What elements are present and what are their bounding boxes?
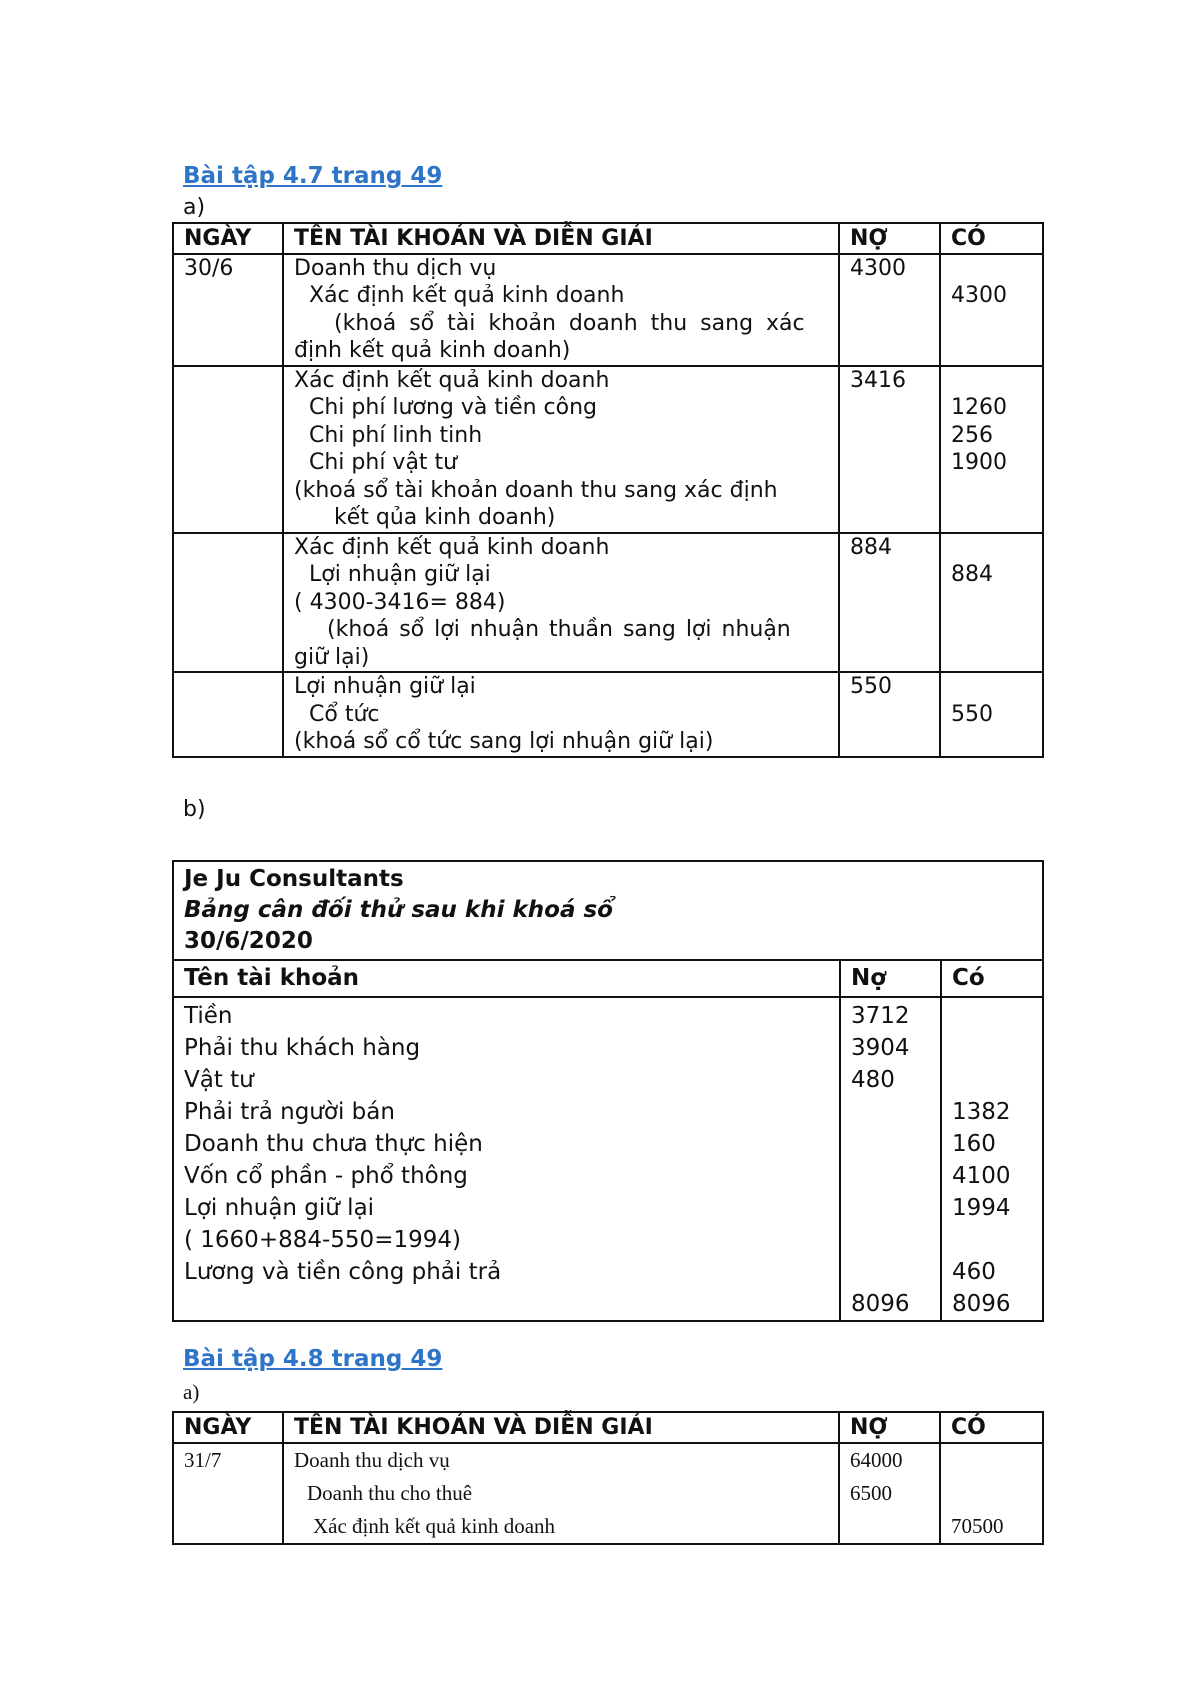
account-line: Xác định kết quả kinh doanh: [309, 283, 625, 308]
explanation-line: giữ lại): [294, 644, 370, 670]
credit-value: 460: [952, 1259, 996, 1285]
account-name: Vốn cổ phần - phổ thông: [184, 1163, 468, 1189]
explanation-line: (khoá sổ lợi nhuận thuần sang lợi nhuận: [327, 617, 791, 642]
credit-value: 70500: [951, 1513, 1004, 1538]
header-date: NGÀY: [173, 223, 283, 254]
entry-description: [283, 254, 839, 366]
debit-value: 3904: [851, 1035, 910, 1061]
entry-credit: [940, 254, 1043, 366]
credit-value: 4100: [952, 1163, 1011, 1189]
entry-date: [173, 366, 283, 533]
entry-date: [173, 672, 283, 757]
part-b-label: b): [183, 797, 206, 822]
credit-value: 1994: [952, 1195, 1011, 1221]
balance-body-row: [173, 997, 1043, 1321]
calculation-line: ( 4300-3416= 884): [294, 589, 506, 615]
journal-header-row: [173, 223, 1043, 254]
account-line: Lợi nhuận giữ lại: [294, 674, 476, 699]
journal-table-4-7: [172, 222, 1044, 758]
debit-column: [840, 997, 941, 1321]
entry-debit: [839, 672, 940, 757]
account-name: Tiền: [184, 1003, 233, 1029]
account-name: Phải thu khách hàng: [184, 1035, 421, 1061]
credit-total: 8096: [952, 1291, 1011, 1317]
debit-value: 6500: [850, 1480, 892, 1505]
trial-balance-table: [172, 860, 1044, 1322]
exercise-heading-4-7[interactable]: Bài tập 4.7 trang 49: [183, 163, 443, 189]
entry-date: 30/6: [173, 254, 283, 366]
entry-credit: [940, 366, 1043, 533]
account-name: Lợi nhuận giữ lại: [184, 1195, 375, 1221]
entry-description: [283, 1443, 839, 1544]
balance-title-block: [173, 861, 1043, 960]
journal-entry: [173, 1443, 1043, 1544]
entry-credit: [940, 672, 1043, 757]
calculation-line: ( 1660+884-550=1994): [184, 1227, 461, 1253]
credit-value: 4300: [951, 283, 1007, 308]
debit-value: 64000: [850, 1447, 903, 1472]
journal-table-4-8: [172, 1411, 1044, 1545]
credit-value: 160: [952, 1131, 996, 1157]
account-line: Chi phí lương và tiền công: [309, 395, 598, 420]
header-credit: CÓ: [940, 223, 1043, 254]
account-line: Chi phí vật tư: [309, 450, 458, 475]
credit-value: 1900: [951, 450, 1007, 475]
debit-value: 480: [851, 1067, 895, 1093]
balance-date: 30/6/2020: [184, 928, 313, 954]
entry-debit: [839, 366, 940, 533]
account-line: Lợi nhuận giữ lại: [309, 562, 491, 587]
account-line: Xác định kết quả kinh doanh: [294, 367, 610, 393]
header-credit: Có: [941, 960, 1043, 997]
header-credit: CÓ: [940, 1412, 1043, 1443]
entry-date: [173, 533, 283, 673]
entry-description: [283, 672, 839, 757]
debit-value: 550: [850, 674, 892, 699]
explanation-line: định kết quả kinh doanh): [294, 338, 571, 363]
part-a-label: a): [183, 195, 206, 220]
account-line: Xác định kết quả kinh doanh: [294, 534, 610, 560]
entry-debit: [839, 254, 940, 366]
header-debit: NỢ: [839, 1412, 940, 1443]
journal-entry: [173, 366, 1043, 533]
journal-entry: [173, 533, 1043, 673]
entry-debit: [839, 1443, 940, 1544]
part-a-label: a): [183, 1380, 200, 1404]
debit-value: 4300: [850, 255, 906, 281]
credit-column: [941, 997, 1043, 1321]
account-names-column: [173, 997, 840, 1321]
credit-value: 884: [951, 562, 993, 587]
entry-credit: [940, 533, 1043, 673]
debit-value: 884: [850, 534, 892, 560]
account-line: Doanh thu cho thuê: [307, 1480, 473, 1505]
debit-value: 3416: [850, 367, 906, 393]
account-line: Cổ tức: [309, 701, 380, 727]
explanation-line: (khoá sổ cổ tức sang lợi nhuận giữ lại): [294, 729, 714, 754]
header-account: TÊN TÀI KHOẢN VÀ DIỄN GIẢI: [283, 1412, 839, 1443]
credit-value: 256: [951, 422, 993, 448]
journal-entry: [173, 254, 1043, 366]
entry-credit: [940, 1443, 1043, 1544]
header-account: TÊN TÀI KHOẢN VÀ DIỄN GIẢI: [283, 223, 839, 254]
debit-value: 3712: [851, 1003, 910, 1029]
account-name: Phải trả người bán: [184, 1099, 395, 1125]
explanation-line: kết qủa kinh doanh): [334, 505, 556, 530]
account-name: Doanh thu chưa thực hiện: [184, 1131, 483, 1157]
entry-description: [283, 366, 839, 533]
header-account-name: Tên tài khoản: [173, 960, 840, 997]
debit-total: 8096: [851, 1291, 910, 1317]
account-line: Doanh thu dịch vụ: [294, 255, 497, 281]
credit-value: 1260: [951, 395, 1007, 420]
account-name: Lương và tiền công phải trả: [184, 1259, 502, 1285]
header-debit: NỢ: [839, 223, 940, 254]
balance-title: Bảng cân đối thử sau khi khoá sổ: [184, 897, 613, 923]
credit-value: 1382: [952, 1099, 1011, 1125]
entry-debit: [839, 533, 940, 673]
exercise-heading-4-8[interactable]: Bài tập 4.8 trang 49: [183, 1346, 443, 1372]
credit-value: 550: [951, 701, 993, 727]
account-name: Vật tư: [184, 1067, 254, 1093]
explanation-line: (khoá sổ tài khoản doanh thu sang xác: [334, 310, 805, 336]
journal-entry: [173, 672, 1043, 757]
header-debit: Nợ: [840, 960, 941, 997]
entry-date: 31/7: [173, 1443, 283, 1544]
balance-title-row: [173, 861, 1043, 960]
account-line: Chi phí linh tinh: [309, 422, 483, 448]
header-date: NGÀY: [173, 1412, 283, 1443]
account-line: Doanh thu dịch vụ: [294, 1447, 450, 1472]
entry-description: [283, 533, 839, 673]
account-line: Xác định kết quả kinh doanh: [313, 1513, 556, 1538]
explanation-line: (khoá sổ tài khoản doanh thu sang xác định: [294, 477, 778, 503]
journal-header-row: [173, 1412, 1043, 1443]
company-name: Je Ju Consultants: [184, 866, 404, 892]
balance-header-row: [173, 960, 1043, 997]
